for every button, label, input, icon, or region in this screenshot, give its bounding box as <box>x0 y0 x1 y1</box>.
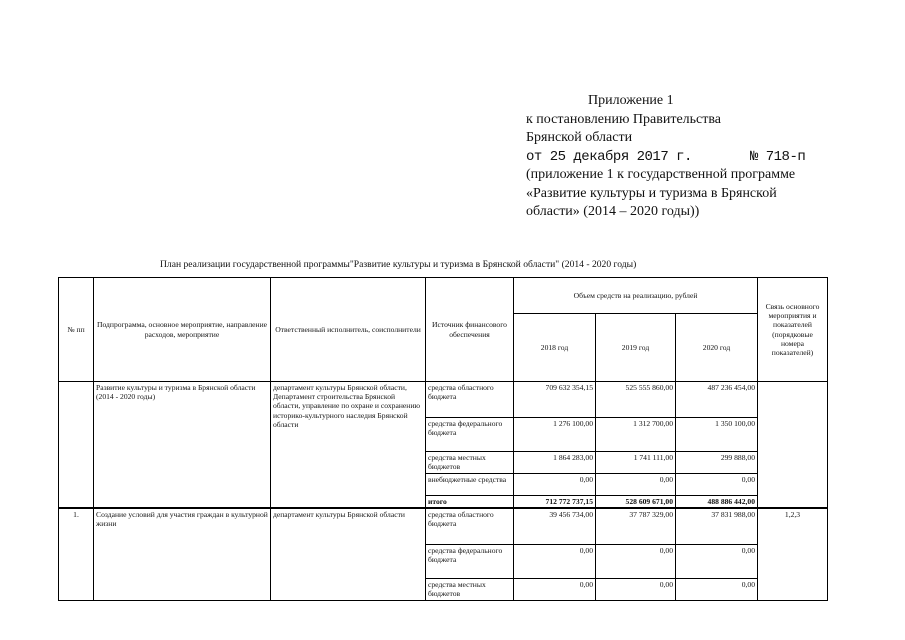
appendix-line-1: к постановлению Правительства <box>526 111 722 127</box>
value-2018: 1 276 100,00 <box>514 418 596 452</box>
value-2019: 0,00 <box>596 474 676 496</box>
appendix-line-6: области» (2014 – 2020 годы)) <box>526 204 700 219</box>
table-row <box>59 382 828 418</box>
value-2018: 39 456 734,00 <box>514 508 596 544</box>
decree-date: от 25 декабря 2017 г. <box>526 148 692 165</box>
header-funds: Объем средств на реализацию, рублей <box>514 278 758 314</box>
value-2018: 1 864 283,00 <box>514 452 596 474</box>
source-cell: средства федерального бюджета <box>426 544 514 578</box>
total-2019: 528 609 671,00 <box>596 496 676 509</box>
appendix-heading <box>526 92 805 222</box>
value-2018: 0,00 <box>514 578 596 600</box>
activity-executor: департамент культуры Брянской области <box>271 508 426 600</box>
value-2020: 0,00 <box>676 578 758 600</box>
value-2019: 0,00 <box>596 578 676 600</box>
value-2019: 1 312 700,00 <box>596 418 676 452</box>
header-year-2019: 2019 год <box>596 314 676 382</box>
total-2018: 712 772 737,15 <box>514 496 596 509</box>
source-cell: средства местных бюджетов <box>426 578 514 600</box>
value-2019: 1 741 111,00 <box>596 452 676 474</box>
appendix-line-5: «Развитие культуры и туризма в Брянской <box>526 185 777 201</box>
source-cell: внебюджетные средства <box>426 474 514 496</box>
appendix-line-4: (приложение 1 к государственной программе <box>526 167 796 182</box>
value-2019: 37 787 329,00 <box>596 508 676 544</box>
appendix-line-2: Брянской области <box>526 130 633 145</box>
source-cell: средства федерального бюджета <box>426 418 514 452</box>
value-2020: 0,00 <box>676 544 758 578</box>
header-link: Связь основного мероприятия и показателей (порядковые номера показателей) <box>758 278 828 382</box>
value-2020: 37 831 988,00 <box>676 508 758 544</box>
source-cell: средства областного бюджета <box>426 382 514 418</box>
value-2019: 0,00 <box>596 544 676 578</box>
activity-name: Создание условий для участия граждан в культурной жизни <box>94 508 271 600</box>
header-num: № пп <box>59 278 94 382</box>
source-cell: средства областного бюджета <box>426 508 514 544</box>
header-year-2018: 2018 год <box>514 314 596 382</box>
value-2020: 1 350 100,00 <box>676 418 758 452</box>
source-cell: итого <box>426 496 514 509</box>
header-executor: Ответственный исполнитель, соисполнители <box>271 278 426 382</box>
value-2018: 0,00 <box>514 544 596 578</box>
header-row-top <box>59 278 828 314</box>
program-name: Развитие культуры и туризма в Брянской области (2014 - 2020 годы) <box>94 382 271 509</box>
header-subprogram: Подпрограмма, основное мероприятие, направление расходов, мероприятие <box>94 278 271 382</box>
value-2018: 709 632 354,15 <box>514 382 596 418</box>
value-2018: 0,00 <box>514 474 596 496</box>
link-cell <box>758 382 828 509</box>
total-2020: 488 886 442,00 <box>676 496 758 509</box>
program-executor: департамент культуры Брянской области, Департамент строительства Брянской области, управление по охране и сохранению историко-культурного наследия Брянской области <box>271 382 426 509</box>
decree-number: № 718-п <box>749 148 806 165</box>
header-year-2020: 2020 год <box>676 314 758 382</box>
table-row <box>59 508 828 544</box>
plan-table <box>58 277 828 601</box>
value-2020: 487 236 454,00 <box>676 382 758 418</box>
plan-title: План реализации государственной программы"Развитие культуры и туризма в Брянской области" (2014 - 2020 годы) <box>160 259 637 270</box>
row-num <box>59 382 94 509</box>
appendix-title: Приложение 1 <box>588 93 674 108</box>
appendix-date-line <box>526 148 805 167</box>
value-2019: 525 555 860,00 <box>596 382 676 418</box>
value-2020: 299 888,00 <box>676 452 758 474</box>
link-cell: 1,2,3 <box>758 508 828 600</box>
source-cell: средства местных бюджетов <box>426 452 514 474</box>
value-2020: 0,00 <box>676 474 758 496</box>
header-source: Источник финансового обеспечения <box>426 278 514 382</box>
row-num: 1. <box>59 508 94 600</box>
